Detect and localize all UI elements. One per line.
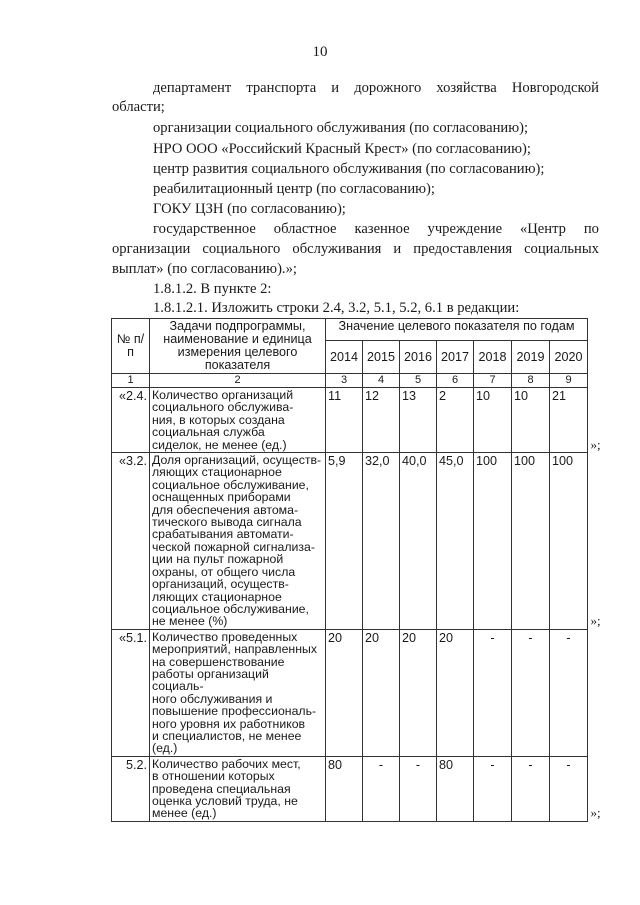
task-line: Доля организаций, осуществ-	[152, 453, 322, 468]
row-value: 100	[474, 453, 512, 630]
paragraph-goku-czn: ГОКУ ЦЗН (по согласованию);	[153, 201, 346, 217]
task-line: не менее (%)	[152, 614, 228, 629]
header-year: 2018	[474, 341, 512, 374]
task-line: Количество рабочих мест,	[152, 756, 301, 771]
row-value: 2	[437, 388, 474, 453]
column-index: 5	[400, 374, 437, 388]
task-line: охраны, от общего числа	[152, 564, 296, 579]
row-tail-mark: »;	[590, 436, 601, 452]
row-value: 11	[326, 388, 363, 453]
header-year: 2015	[363, 341, 400, 374]
row-value: 100	[550, 453, 588, 630]
paragraph-item-1-8-1-2: 1.8.1.2. В пункте 2:	[153, 281, 272, 297]
row-value: -	[474, 629, 512, 756]
task-line: повышение профессиональ-	[152, 704, 317, 719]
task-line: социального обслужива-	[152, 400, 294, 415]
row-value: 80	[437, 756, 474, 821]
row-value: 5,9	[326, 453, 363, 630]
row-value: -	[550, 629, 588, 756]
task-line: ного обслуживания и	[152, 691, 273, 706]
row-value: -	[400, 756, 437, 821]
task-line: работы организаций социаль-	[152, 666, 269, 694]
paragraph-red-cross: НРО ООО «Российский Красный Крест» (по согласованию);	[153, 141, 531, 157]
row-task	[150, 453, 326, 630]
header-year: 2016	[400, 341, 437, 374]
column-index: 2	[150, 374, 326, 388]
header-no: № п/п	[112, 319, 150, 374]
task-line: Количество проведенных	[152, 629, 298, 644]
row-value: -	[363, 756, 400, 821]
column-index: 3	[326, 374, 363, 388]
column-index: 6	[437, 374, 474, 388]
row-tail-mark: »;	[590, 613, 601, 629]
header-task: Задачи подпрограммы, наименование и единица измерения целевого показателя	[150, 319, 326, 374]
task-line: сиделок, не менее (ед.)	[152, 437, 287, 452]
column-index: 4	[363, 374, 400, 388]
task-line: срабатывания автомати-	[152, 527, 294, 542]
row-value: 100	[512, 453, 550, 630]
header-year: 2020	[550, 341, 588, 374]
table-row	[112, 629, 588, 756]
task-line: на совершенствование	[152, 654, 285, 669]
row-value: 20	[437, 629, 474, 756]
task-line: менее (ед.)	[152, 806, 217, 821]
row-number: «3.2.	[112, 453, 150, 630]
task-line: социальное обслуживание,	[152, 601, 309, 616]
paragraph-social-orgs: организации социального обслуживания (по согласованию);	[153, 120, 529, 136]
paragraph-item-1-8-1-2-1: 1.8.1.2.1. Изложить строки 2.4, 3.2, 5.1, 5.2, 6.1 в редакции:	[153, 300, 520, 316]
table-index-row	[112, 374, 588, 388]
task-line: мероприятий, направленных	[152, 642, 317, 657]
row-value: 13	[400, 388, 437, 453]
table-body	[112, 388, 588, 822]
task-line: социальное обслуживание,	[152, 477, 309, 492]
table-row	[112, 756, 588, 821]
row-value: 45,0	[437, 453, 474, 630]
task-line: и специалистов, не менее (ед.)	[152, 728, 302, 756]
paragraph-state-institution: государственное областное казенное учреждение «Центр по	[153, 221, 599, 237]
column-index: 1	[112, 374, 150, 388]
row-number: 5.2.	[112, 756, 150, 821]
task-line: ния, в которых создана	[152, 412, 285, 427]
row-task	[150, 629, 326, 756]
row-value: 20	[363, 629, 400, 756]
task-line: в отношении которых	[152, 769, 275, 784]
row-value: 12	[363, 388, 400, 453]
task-line: оценка условий труда, не	[152, 794, 298, 808]
paragraph-transport-dept: департамент транспорта и дорожного хозяйства Новгородской	[153, 80, 599, 96]
row-value: 10	[474, 388, 512, 453]
task-line: тического вывода сигнала	[152, 515, 302, 530]
header-year: 2019	[512, 341, 550, 374]
table-header-row	[112, 319, 588, 341]
task-line: ного уровня их работников	[152, 716, 306, 731]
row-value: 20	[326, 629, 363, 756]
task-line: проведена специальная	[152, 781, 291, 796]
paragraph-rehab-center: реабилитационный центр (по согласованию);	[153, 181, 435, 197]
row-value: -	[474, 756, 512, 821]
row-value: -	[512, 629, 550, 756]
row-number: «2.4.	[112, 388, 150, 453]
task-line: оснащенных приборами	[152, 490, 291, 505]
column-index: 7	[474, 374, 512, 388]
row-number: «5.1.	[112, 629, 150, 756]
paragraph-line: организации социального обслуживания и предоставления социальных	[112, 241, 599, 257]
header-year: 2017	[437, 341, 474, 374]
task-line: ческой пожарной сигнализа-	[152, 539, 315, 554]
page-number: 10	[312, 44, 328, 60]
row-tail-mark: »;	[590, 805, 601, 821]
column-index: 8	[512, 374, 550, 388]
row-value: 80	[326, 756, 363, 821]
task-line: для обеспечения автома-	[152, 502, 299, 517]
column-index: 9	[550, 374, 588, 388]
row-task	[150, 388, 326, 453]
task-line: Количество организаций	[152, 388, 294, 402]
task-line: организаций, осуществ-	[152, 577, 289, 592]
row-value: 10	[512, 388, 550, 453]
task-line: ции на пульт пожарной	[152, 552, 284, 567]
paragraph-line: выплат» (по согласованию).»;	[112, 261, 297, 277]
target-indicators-table	[111, 318, 588, 822]
paragraph-dev-center: центр развития социального обслуживания (по согласованию);	[153, 161, 545, 177]
header-values-group: Значение целевого показателя по годам	[326, 319, 588, 341]
task-line: ляющих стационарное	[152, 589, 282, 604]
row-value: -	[550, 756, 588, 821]
row-value: 32,0	[363, 453, 400, 630]
paragraph-line: области;	[112, 99, 165, 115]
row-value: 21	[550, 388, 588, 453]
header-year: 2014	[326, 341, 363, 374]
task-line: ляющих стационарное	[152, 465, 282, 480]
row-task	[150, 756, 326, 821]
table-row	[112, 388, 588, 453]
task-line: социальная служба	[152, 425, 265, 440]
row-value: -	[512, 756, 550, 821]
row-value: 20	[400, 629, 437, 756]
table-row	[112, 453, 588, 630]
row-value: 40,0	[400, 453, 437, 630]
